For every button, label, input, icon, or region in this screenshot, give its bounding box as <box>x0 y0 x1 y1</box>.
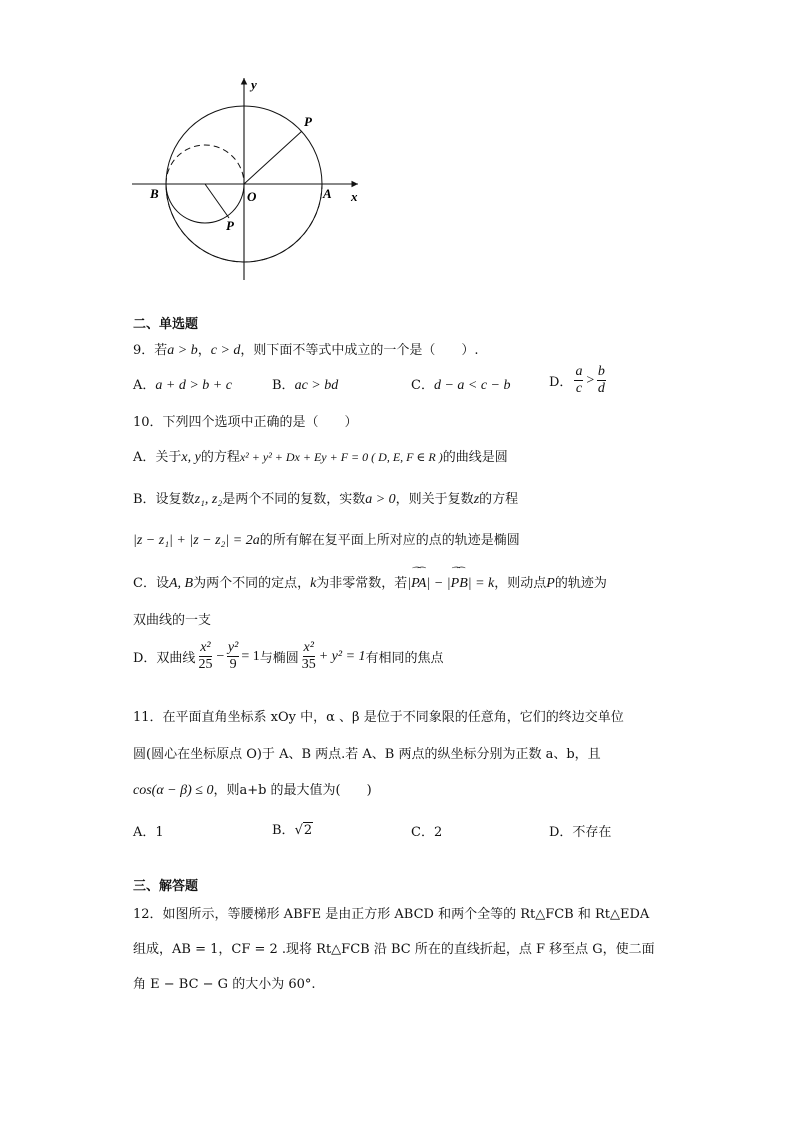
q9-option-d-rel: > <box>585 372 595 388</box>
q10-c-pts: A, B <box>168 576 194 591</box>
q9-option-d-label: D． <box>549 375 573 391</box>
q10-d-num2: y² <box>227 640 239 657</box>
small-circle-upper <box>166 145 244 184</box>
q9-option-d-frac2 <box>597 364 606 397</box>
q10-d-den1: 25 <box>198 657 213 673</box>
q9-option-a-text: a + d > b + c <box>155 378 232 393</box>
q10-c-vec-pb: ⁀⁀ PB <box>451 576 468 591</box>
q10-c-vec-pa: ⁀⁀ PA <box>411 576 426 591</box>
question-12-line2: 组成，AB = 1，CF = 2 .现将 Rt△FCB 沿 BC 所在的直线折起，点 F 移至点 G，使二面 <box>133 942 655 957</box>
q10-option-b-line2 <box>133 529 520 549</box>
unit-circle-figure <box>125 70 375 290</box>
q9-option-d-frac1 <box>574 364 583 397</box>
q10-a-vars: x, y <box>181 450 201 465</box>
q10-c-eq-mid: | − | <box>426 576 451 591</box>
q10-c-k: k <box>310 576 317 591</box>
q10-c-p: P <box>546 576 555 591</box>
q10-option-c[interactable]: C．设A, B为两个不同的定点，k为非零常数，若|⁀⁀ PA| − |⁀⁀ PB| = k，则动点P的轨迹为 <box>133 572 607 592</box>
q10-a-text2: 的曲线是圆 <box>442 450 508 465</box>
q9-option-d-num1: a <box>574 364 583 381</box>
q9-option-d-num2: b <box>597 364 606 381</box>
q10-d-den3: 35 <box>301 657 316 673</box>
q10-b-text1: 是两个不同的复数，实数 <box>222 492 366 507</box>
q10-option-d[interactable] <box>133 640 444 673</box>
q10-option-b[interactable] <box>133 488 518 508</box>
q10-d-eq1: = 1 <box>241 648 260 664</box>
question-10-stem: 10．下列四个选项中正确的是（ ） <box>133 415 358 430</box>
q10-d-text2: 有相同的焦点 <box>365 651 444 667</box>
question-11-line1: 11．在平面直角坐标系 xOy 中，α 、β 是位于不同象限的任意角，它们的终边交单位 <box>133 710 624 725</box>
q10-b-vars: z₁, z₂ <box>194 492 223 507</box>
q11-line3-text: ，则a+b 的最大值为( ) <box>213 783 372 798</box>
section-heading-single-choice: 二、单选题 <box>133 317 199 332</box>
q11-option-b-val: 2 <box>303 823 313 838</box>
q9-option-d[interactable] <box>549 364 608 397</box>
q10-b-text3: 的方程 <box>479 492 519 507</box>
q9-cond2: c > d <box>210 343 241 358</box>
question-11-line2: 圆(圆心在坐标原点 O)于 A、B 两点.若 A、B 两点的纵坐标分别为正数 a、b，且 <box>133 747 601 762</box>
q10-d-text1: 与椭圆 <box>259 651 299 667</box>
radius-op <box>244 131 302 184</box>
q11-option-b-label: B． <box>272 823 295 838</box>
q10-c-text3: ，则动点 <box>494 576 547 591</box>
figure-label-p-bottom: P <box>226 218 234 233</box>
question-11-line3 <box>133 779 372 799</box>
figure-label-b: B <box>150 186 159 201</box>
q10-d-frac1 <box>197 640 213 673</box>
q9-option-a-label: A． <box>133 378 156 393</box>
q10-d-num1: x² <box>199 640 211 657</box>
q10-a-eq: x² + y² + Dx + Ey + F = 0 ( D, E, F ∈ R ) <box>239 450 443 464</box>
question-12-line1: 12．如图所示，等腰梯形 ABFE 是由正方形 ABCD 和两个全等的 Rt△FCB 和 Rt△EDA <box>133 907 650 922</box>
q9-cond1: a > b <box>167 343 198 358</box>
q10-b-z: z <box>473 492 480 507</box>
q10-d-frac3 <box>301 640 317 673</box>
q10-d-minus: − <box>215 648 225 664</box>
section-heading-answer: 三、解答题 <box>133 879 199 894</box>
q11-option-a[interactable]: A．1 <box>133 825 164 840</box>
q9-option-b[interactable] <box>272 374 338 394</box>
q9-option-d-den1: c <box>575 381 583 397</box>
figure-label-o: O <box>247 189 257 204</box>
q10-c-text4: 的轨迹为 <box>554 576 607 591</box>
q10-a-text1: 的方程 <box>200 450 240 465</box>
radius-small <box>205 184 229 218</box>
q9-sep: ， <box>197 343 211 358</box>
q10-d-frac2 <box>227 640 239 673</box>
q10-d-label: D．双曲线 <box>133 651 196 667</box>
figure-label-a: A <box>323 186 332 201</box>
q9-option-c-label: C． <box>411 378 434 393</box>
sqrt-icon: √ <box>294 823 303 838</box>
q10-option-a[interactable] <box>133 446 508 466</box>
q10-d-num3: x² <box>303 640 315 657</box>
q9-option-b-label: B． <box>272 378 295 393</box>
q10-c-text1: 为两个不同的定点， <box>193 576 311 591</box>
q10-b-label: B．设复数 <box>133 492 195 507</box>
question-9-stem <box>133 339 479 359</box>
q10-b-eq: |z − z₁| + |z − z₂| = 2a <box>133 533 260 548</box>
q9-prefix: 9．若 <box>133 343 168 358</box>
q10-c-eq-end: | = k <box>467 576 495 591</box>
q10-option-c-line2: 双曲线的一支 <box>133 613 212 628</box>
q11-option-c[interactable]: C．2 <box>411 825 443 840</box>
q9-option-b-text: ac > bd <box>294 378 339 393</box>
q10-a-label: A．关于 <box>133 450 182 465</box>
q9-option-d-den2: d <box>597 381 605 397</box>
q9-suffix: ，则下面不等式中成立的一个是（ ）. <box>240 343 479 358</box>
figure-label-p-top: P <box>304 114 312 129</box>
q10-c-label: C．设 <box>133 576 169 591</box>
q9-option-c-text: d − a < c − b <box>433 378 511 393</box>
question-12-line3: 角 E − BC − G 的大小为 60°. <box>133 977 316 992</box>
q9-option-c[interactable] <box>411 374 511 394</box>
q11-cos-expr: cos(α − β) ≤ 0 <box>133 783 214 798</box>
q10-d-den2: 9 <box>229 657 237 673</box>
q11-option-b[interactable] <box>272 819 313 838</box>
q10-d-eq2: + y² = 1 <box>318 648 366 664</box>
figure-label-x: x <box>351 189 358 204</box>
q11-option-d[interactable]: D．不存在 <box>549 825 612 840</box>
q9-option-a[interactable] <box>133 374 232 394</box>
q10-b-cond: a > 0 <box>365 492 396 507</box>
q10-b-text2: ，则关于复数 <box>395 492 474 507</box>
q10-c-text2: 为非零常数，若 <box>316 576 408 591</box>
figure-label-y: y <box>251 77 257 92</box>
q10-b-text4: 的所有解在复平面上所对应的点的轨迹是椭圆 <box>259 533 520 548</box>
